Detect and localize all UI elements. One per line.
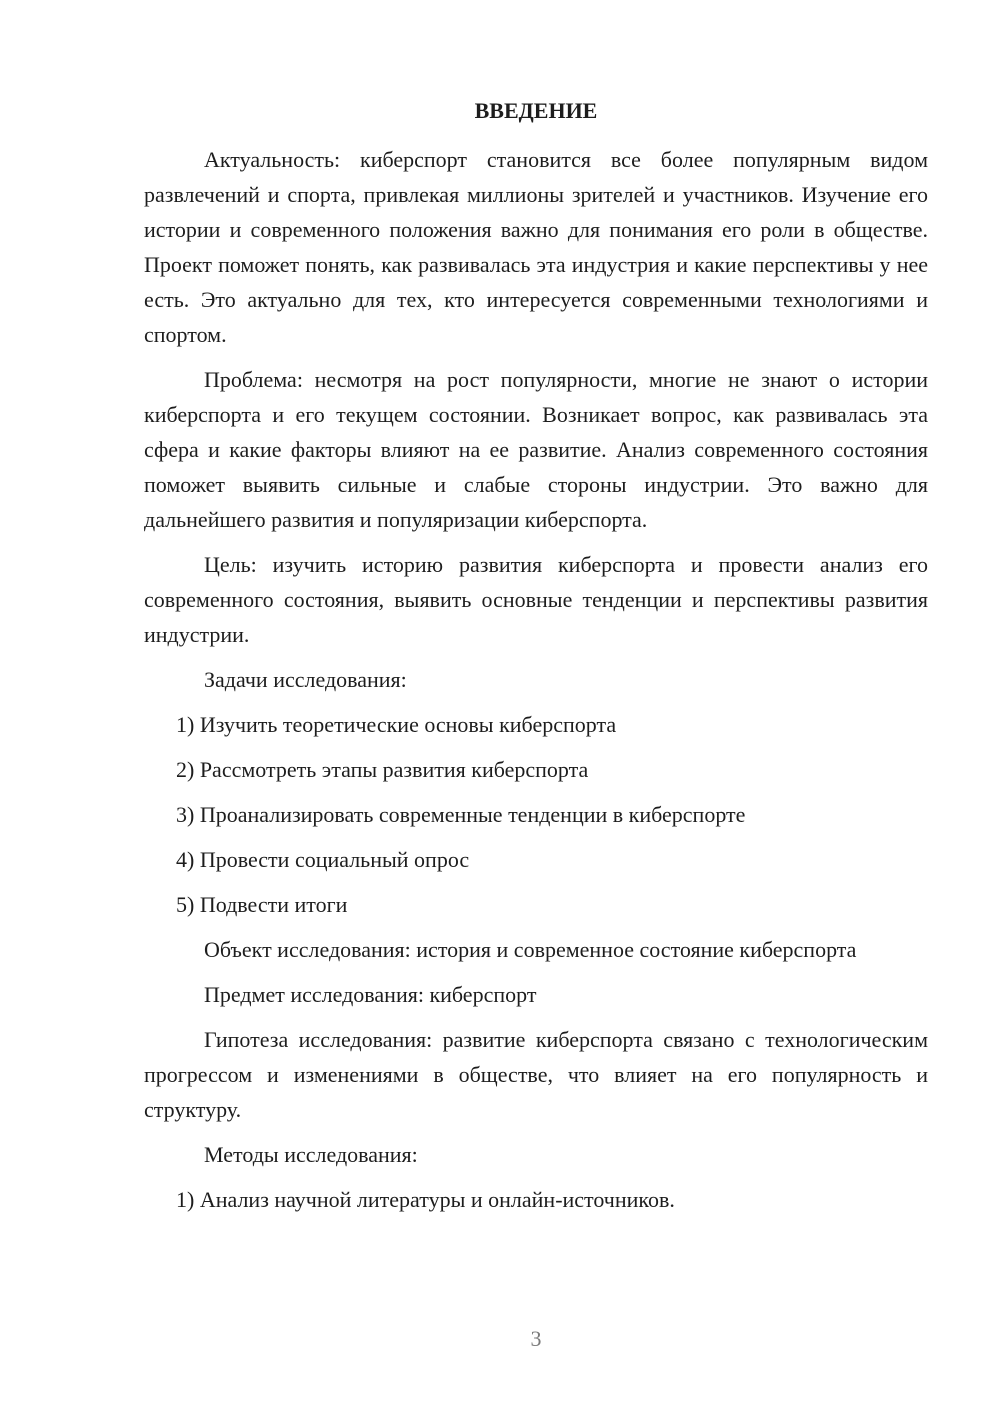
problem-paragraph: Проблема: несмотря на рост популярности, многие не знают о истории киберспорта и его текущем состоянии. Возникает вопрос, как развивалась эта сфера и какие факторы влияют на ее развитие. Анализ современного состояния поможет выявить сильные и слабые стороны индустрии. Это важно для дальнейшего развития и популяризации киберспорта. [144,367,928,532]
methods-heading: Методы исследования: [204,1142,418,1167]
page-content [144,96,928,1227]
object-paragraph: Объект исследования: история и современное состояние киберспорта [204,937,857,962]
task-item: 3) Проанализировать современные тенденции в киберспорте [176,802,746,827]
method-item: 1) Анализ научной литературы и онлайн-источников. [176,1187,675,1212]
task-item: 5) Подвести итоги [176,892,348,917]
task-item: 4) Провести социальный опрос [176,847,470,872]
hypothesis-paragraph: Гипотеза исследования: развитие киберспорта связано с технологическим прогрессом и изменениями в обществе, что влияет на его популярность и структуру. [144,1027,928,1122]
tasks-heading: Задачи исследования: [204,667,407,692]
goal-paragraph: Цель: изучить историю развития киберспорта и провести анализ его современного состояния, выявить основные тенденции и перспективы развития индустрии. [144,552,928,647]
section-title: ВВЕДЕНИЕ [474,98,598,123]
page-number: 3 [530,1326,542,1351]
relevance-paragraph: Актуальность: киберспорт становится все более популярным видом развлечений и спорта, привлекая миллионы зрителей и участников. Изучение его истории и современного положения важно для понимания его роли в обществе. Проект поможет понять, как развивалась эта индустрия и какие перспективы у нее есть. Это актуально для тех, кто интересуется современными технологиями и спортом. [144,147,928,347]
task-item: 1) Изучить теоретические основы киберспорта [176,712,617,737]
task-item: 2) Рассмотреть этапы развития киберспорта [176,757,589,782]
subject-paragraph: Предмет исследования: киберспорт [204,982,537,1007]
